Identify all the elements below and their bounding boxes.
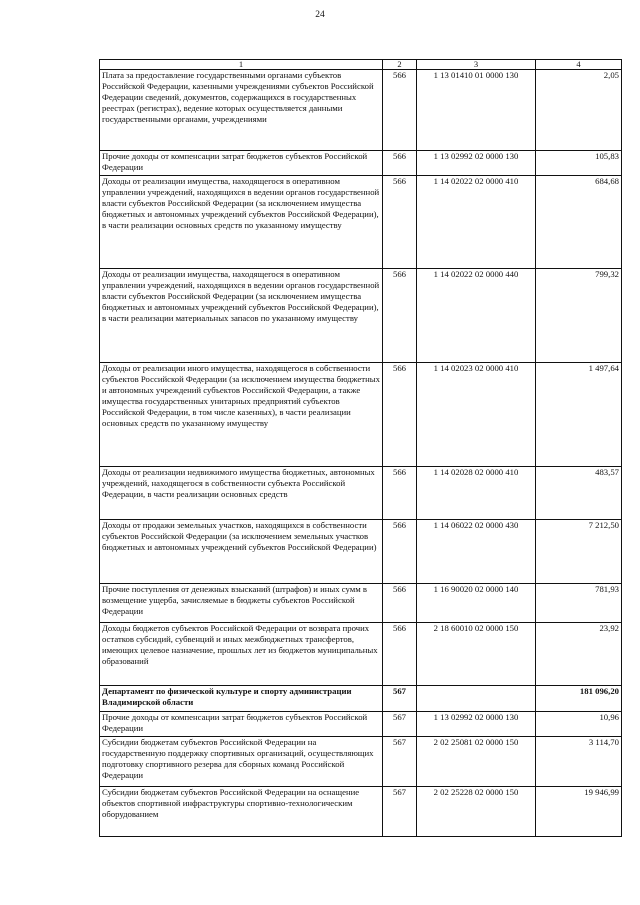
row-budget-code: 2 18 60010 02 0000 150 [417,623,536,686]
header-col-4: 4 [536,60,622,70]
row-amount: 3 114,70 [536,737,622,787]
row-amount: 684,68 [536,176,622,269]
table-row [100,176,622,269]
row-budget-code: 1 13 02992 02 0000 130 [417,151,536,176]
row-name: Доходы от продажи земельных участков, находящихся в собственности субъектов Российской Федерации (за исключением земельных участков бюджетных и автономных учреждений субъектов Российской Федерации) [100,520,383,584]
row-admin-code: 567 [383,712,417,737]
row-budget-code: 1 14 02022 02 0000 410 [417,176,536,269]
row-budget-code: 1 14 02028 02 0000 410 [417,467,536,520]
row-name: Субсидии бюджетам субъектов Российской Федерации на государственную поддержку спортивных организаций, осуществляющих подготовку спортивного резерва для сборных команд Российской Федерации [100,737,383,787]
row-admin-code: 566 [383,520,417,584]
row-amount: 483,57 [536,467,622,520]
row-admin-code: 567 [383,737,417,787]
table-row [100,467,622,520]
row-admin-code: 566 [383,269,417,363]
row-admin-code: 567 [383,686,417,712]
row-name: Доходы от реализации недвижимого имущества бюджетных, автономных учреждений, находящегося в собственности субъекта Российской Федерации, в части реализации основных средств [100,467,383,520]
row-name: Доходы от реализации иного имущества, находящегося в собственности субъектов Российской Федерации (за исключением имущества бюджетных и автономных учреждений субъектов Российской Федерации, а также имущества государственных унитарных предприятий субъектов Российской Федерации, в том числе казенных), в части реализации основных средств по указанному имуществу [100,363,383,467]
table-row [100,686,622,712]
row-name: Прочие доходы от компенсации затрат бюджетов субъектов Российской Федерации [100,151,383,176]
table-row [100,623,622,686]
row-budget-code: 2 02 25228 02 0000 150 [417,787,536,837]
table-row [100,70,622,151]
row-budget-code: 1 13 02992 02 0000 130 [417,712,536,737]
table-row [100,787,622,837]
row-admin-code: 567 [383,787,417,837]
row-admin-code: 566 [383,363,417,467]
row-amount: 19 946,99 [536,787,622,837]
row-admin-code: 566 [383,623,417,686]
row-name: Прочие доходы от компенсации затрат бюджетов субъектов Российской Федерации [100,712,383,737]
row-budget-code: 1 13 01410 01 0000 130 [417,70,536,151]
table-body [100,70,622,837]
row-amount: 105,83 [536,151,622,176]
table-row [100,151,622,176]
table-row [100,269,622,363]
row-amount: 781,93 [536,584,622,623]
row-amount: 181 096,20 [536,686,622,712]
row-name: Департамент по физической культуре и спорту администрации Владимирской области [100,686,383,712]
table-row [100,712,622,737]
table-row [100,520,622,584]
table-row [100,363,622,467]
row-amount: 2,05 [536,70,622,151]
table-row [100,584,622,623]
row-admin-code: 566 [383,584,417,623]
row-budget-code: 1 14 02022 02 0000 440 [417,269,536,363]
header-col-2: 2 [383,60,417,70]
row-admin-code: 566 [383,467,417,520]
row-name: Прочие поступления от денежных взысканий (штрафов) и иных сумм в возмещение ущерба, зачисляемые в бюджеты субъектов Российской Федерации [100,584,383,623]
row-name: Доходы от реализации имущества, находящегося в оперативном управлении учреждений, находящихся в ведении органов государственной власти субъектов Российской Федерации (за исключением имущества бюджетных и автономных учреждений субъектов Российской Федерации), в части реализации основных средств по указанному имуществу [100,176,383,269]
header-col-1: 1 [100,60,383,70]
row-name: Субсидии бюджетам субъектов Российской Федерации на оснащение объектов спортивной инфраструктуры спортивно-технологическим оборудованием [100,787,383,837]
header-col-3: 3 [417,60,536,70]
table-row [100,737,622,787]
row-budget-code: 1 14 06022 02 0000 430 [417,520,536,584]
row-admin-code: 566 [383,176,417,269]
row-admin-code: 566 [383,70,417,151]
row-name: Плата за предоставление государственными органами субъектов Российской Федерации, казенными учреждениями субъектов Российской Федерации сведений, документов, содержащихся в государственных реестрах (регистрах), ведение которых осуществляется данными государственными органами, учреждениями [100,70,383,151]
row-name: Доходы бюджетов субъектов Российской Федерации от возврата прочих остатков субсидий, субвенций и иных межбюджетных трансфертов, имеющих целевое назначение, прошлых лет из бюджетов муниципальных образований [100,623,383,686]
row-amount: 10,96 [536,712,622,737]
row-amount: 799,32 [536,269,622,363]
row-budget-code [417,686,536,712]
page-number: 24 [315,10,325,20]
row-amount: 1 497,64 [536,363,622,467]
row-amount: 23,92 [536,623,622,686]
table-header-row [100,60,622,70]
row-name: Доходы от реализации имущества, находящегося в оперативном управлении учреждений, находящихся в ведении органов государственной власти субъектов Российской Федерации (за исключением имущества бюджетных и автономных учреждений субъектов Российской Федерации), в части реализации материальных запасов по указанному имуществу [100,269,383,363]
row-budget-code: 1 14 02023 02 0000 410 [417,363,536,467]
row-admin-code: 566 [383,151,417,176]
row-budget-code: 1 16 90020 02 0000 140 [417,584,536,623]
row-amount: 7 212,50 [536,520,622,584]
revenue-table [99,59,622,837]
row-budget-code: 2 02 25081 02 0000 150 [417,737,536,787]
